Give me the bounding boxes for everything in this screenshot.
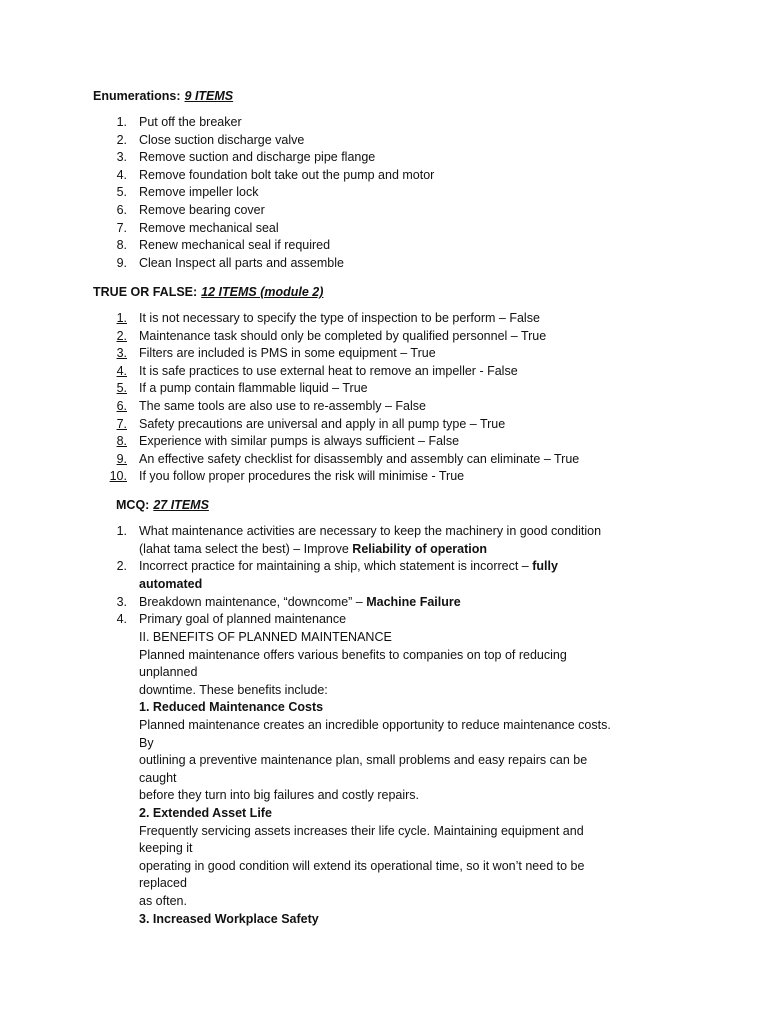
list-number: 9.	[116, 255, 127, 270]
list-item-text: Remove foundation bolt take out the pump and motor	[139, 167, 435, 182]
list-item-text: Clean Inspect all parts and assemble	[139, 255, 344, 270]
list-item-text: Remove suction and discharge pipe flange	[139, 150, 376, 165]
list-item-text: If you follow proper procedures the risk will minimise - True	[139, 469, 465, 484]
list-item-text: Safety precautions are universal and apply in all pump type – True	[139, 416, 506, 431]
list-number: 2.	[116, 559, 127, 573]
body-line: caught	[139, 770, 177, 785]
mcq-q2-text: Incorrect practice for maintaining a ship, which statement is incorrect –	[139, 559, 533, 573]
body-line: Planned maintenance creates an incredible opportunity to reduce maintenance costs.	[139, 718, 611, 732]
mcq-heading	[116, 498, 209, 512]
benefit-heading: 3. Increased Workplace Safety	[139, 911, 319, 926]
benefit-heading: 1. Reduced Maintenance Costs	[139, 700, 324, 715]
enumerations-heading-label: Enumerations:	[93, 89, 181, 103]
list-number: 7.	[116, 220, 127, 235]
list-item-text: Experience with similar pumps is always sufficient – False	[139, 434, 460, 449]
true-false-heading-label: TRUE OR FALSE:	[93, 285, 198, 299]
list-item-text: Remove mechanical seal	[139, 220, 279, 235]
list-item-text: If a pump contain flammable liquid – True	[139, 381, 368, 396]
body-line: downtime. These benefits include:	[139, 682, 328, 697]
body-line: before they turn into big failures and costly repairs.	[139, 788, 420, 803]
body-line: By	[139, 735, 154, 750]
list-item-text: Put off the breaker	[139, 115, 242, 129]
list-number: 1.	[116, 115, 127, 129]
list-item-text: It is safe practices to use external heat to remove an impeller - False	[139, 363, 518, 378]
list-item-text: An effective safety checklist for disassembly and assembly can eliminate – True	[139, 451, 580, 466]
list-item-text: Maintenance task should only be completed by qualified personnel – True	[139, 328, 547, 343]
list-number: 7.	[116, 416, 127, 431]
true-false-count: 12 ITEMS (module 2)	[201, 285, 324, 299]
list-number: 4.	[116, 363, 127, 378]
list-number: 6.	[116, 399, 127, 413]
enumerations-count: 9 ITEMS	[184, 89, 234, 103]
list-number: 3.	[116, 150, 127, 165]
list-number: 5.	[116, 381, 127, 396]
list-number: 3.	[116, 346, 127, 361]
mcq-count: 27 ITEMS	[153, 498, 209, 512]
true-false-heading	[93, 285, 323, 299]
list-number: 2.	[116, 132, 127, 147]
body-line: II. BENEFITS OF PLANNED MAINTENANCE	[139, 630, 392, 644]
body-line: Frequently servicing assets increases their life cycle. Maintaining equipment and	[139, 823, 584, 838]
list-number: 10.	[109, 469, 127, 484]
enumerations-heading	[93, 89, 233, 103]
mcq-q1-answer: Reliability of operation	[352, 542, 488, 556]
mcq-q4-text: Primary goal of planned maintenance	[139, 612, 347, 626]
body-line: Planned maintenance offers various benefits to companies on top of reducing	[139, 647, 567, 662]
mcq-heading-label: MCQ:	[116, 498, 150, 512]
body-line: outlining a preventive maintenance plan, small problems and easy repairs can be	[139, 753, 588, 768]
list-number: 3.	[116, 595, 127, 609]
list-number: 8.	[116, 434, 127, 449]
list-number: 8.	[116, 238, 127, 253]
mcq-q2-answer-b: automated	[139, 577, 203, 591]
list-number: 1.	[116, 311, 127, 325]
mcq-q2-answer-a: fully	[532, 559, 558, 573]
list-item-text: The same tools are also use to re-assembly – False	[139, 399, 426, 413]
mcq-q1-text: What maintenance activities are necessary to keep the machinery in good condition	[139, 524, 602, 538]
list-number: 6.	[116, 203, 127, 217]
mcq-q3-text: Breakdown maintenance, “downcome” –	[139, 595, 367, 609]
mcq-q3-answer: Machine Failure	[366, 595, 461, 609]
body-line: as often.	[139, 894, 187, 908]
list-item-text: Remove impeller lock	[139, 185, 259, 200]
body-line: unplanned	[139, 665, 198, 680]
list-number: 4.	[116, 167, 127, 182]
list-number: 9.	[116, 451, 127, 466]
body-line: replaced	[139, 876, 187, 891]
list-item-text: Close suction discharge valve	[139, 132, 305, 147]
list-number: 1.	[116, 524, 127, 538]
list-item-text: Renew mechanical seal if required	[139, 238, 331, 253]
list-number: 2.	[116, 328, 127, 343]
mcq-q1-cont: (lahat tama select the best) – Improve	[139, 542, 353, 556]
benefit-heading: 2. Extended Asset Life	[139, 806, 272, 820]
list-item-text: It is not necessary to specify the type of inspection to be perform – False	[139, 311, 540, 325]
list-number: 5.	[116, 185, 127, 200]
list-number: 4.	[116, 612, 127, 626]
body-line: keeping it	[139, 841, 193, 856]
list-item-text: Filters are included is PMS in some equipment – True	[139, 346, 436, 361]
list-item-text: Remove bearing cover	[139, 203, 265, 217]
body-line: operating in good condition will extend its operational time, so it won’t need to be	[139, 858, 585, 873]
